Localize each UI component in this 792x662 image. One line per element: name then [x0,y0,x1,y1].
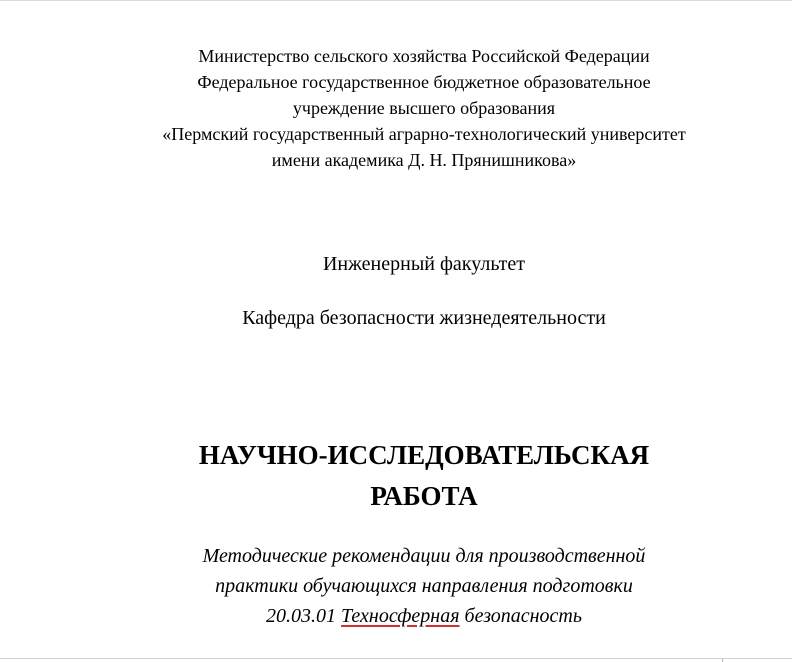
subtitle-line-1: Методические рекомендации для производственной [202,545,646,567]
faculty-name: Инженерный факультет [322,253,526,275]
academician-name-line: имени академика Д. Н. Прянишникова» [271,150,577,170]
spellcheck-flagged-word[interactable]: Техносферная [341,605,460,627]
work-title-line-2: РАБОТА [370,481,478,511]
direction-code: 20.03.01 [266,605,342,627]
page-bottom-border [0,658,792,659]
study-direction-line [0,601,792,631]
work-title-line-1: НАУЧНО-ИССЛЕДОВАТЕЛЬСКАЯ [198,440,650,470]
university-name-line: «Пермский государственный аграрно-технологический университет [162,124,686,144]
ministry-line: Министерство сельского хозяйства Российской Федерации [198,46,650,66]
direction-name-rest: безопасность [459,605,582,627]
department-name: Кафедра безопасности жизнедеятельности [242,307,606,329]
page-top-border [0,0,792,1]
subtitle-line-2: практики обучающихся направления подготовки [215,575,633,597]
institution-type-line: Федеральное государственное бюджетное образовательное [197,72,651,92]
education-level-line: учреждение высшего образования [292,98,556,118]
